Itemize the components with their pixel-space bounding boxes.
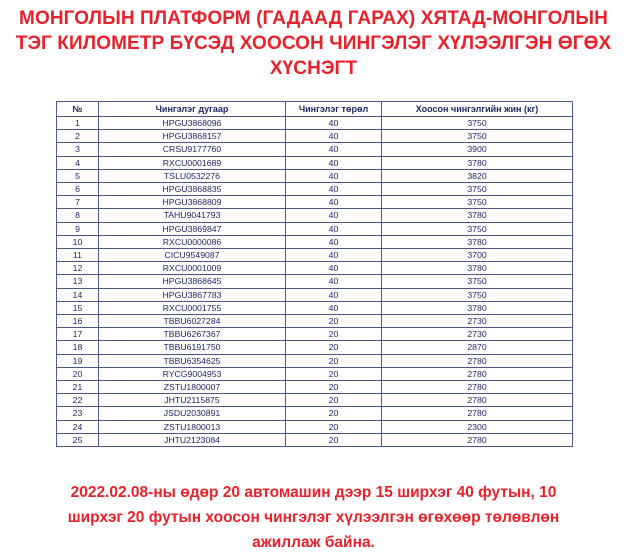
cell-container-id: RXCU0001009 xyxy=(99,262,286,275)
cell-container-id: JHTU2123084 xyxy=(99,433,286,446)
footer-line: 2022.02.08-ны өдөр 20 автомашин дээр 15 ширхэг 40 футын, 10 xyxy=(70,484,557,501)
cell-container-id: JSDU2030891 xyxy=(99,407,286,420)
cell-container-type: 40 xyxy=(286,156,382,169)
cell-container-type: 20 xyxy=(286,433,382,446)
table-header xyxy=(57,102,573,117)
table-row xyxy=(57,222,573,235)
table-row xyxy=(57,169,573,182)
cell-empty-weight: 3750 xyxy=(382,130,573,143)
table-row xyxy=(57,249,573,262)
cell-container-id: HPGU3868157 xyxy=(99,130,286,143)
cell-container-type: 40 xyxy=(286,196,382,209)
footer-line: ажиллаж байна. xyxy=(252,534,375,551)
cell-container-id: TBBU6191750 xyxy=(99,341,286,354)
cell-container-id: TBBU6267367 xyxy=(99,328,286,341)
cell-empty-weight: 3780 xyxy=(382,156,573,169)
table-row xyxy=(57,315,573,328)
cell-container-type: 20 xyxy=(286,394,382,407)
cell-container-type: 20 xyxy=(286,407,382,420)
cell-container-id: HPGU3867783 xyxy=(99,288,286,301)
table-row xyxy=(57,301,573,314)
cell-container-type: 40 xyxy=(286,117,382,130)
title-line: ХҮСНЭГТ xyxy=(269,58,358,79)
table-row xyxy=(57,143,573,156)
cell-container-type: 40 xyxy=(286,143,382,156)
footer-note xyxy=(0,480,627,555)
cell-container-id: RXCU0000086 xyxy=(99,235,286,248)
table-row xyxy=(57,341,573,354)
cell-number: 4 xyxy=(57,156,99,169)
cell-container-type: 20 xyxy=(286,315,382,328)
page-title xyxy=(0,6,627,81)
header-container-id: Чингэлэг дугаар xyxy=(99,102,286,117)
table-row xyxy=(57,433,573,446)
cell-empty-weight: 3750 xyxy=(382,275,573,288)
cell-empty-weight: 3750 xyxy=(382,288,573,301)
table-row xyxy=(57,407,573,420)
title-line: ТЭГ КИЛОМЕТР БҮСЭД ХООСОН ЧИНГЭЛЭГ ХҮЛЭЭЛГЭН ӨГӨХ xyxy=(15,33,612,54)
cell-number: 7 xyxy=(57,196,99,209)
cell-empty-weight: 2730 xyxy=(382,328,573,341)
cell-number: 23 xyxy=(57,407,99,420)
cell-empty-weight: 3780 xyxy=(382,262,573,275)
cell-number: 9 xyxy=(57,222,99,235)
cell-number: 8 xyxy=(57,209,99,222)
cell-container-id: TSLU0532276 xyxy=(99,169,286,182)
cell-empty-weight: 2300 xyxy=(382,420,573,433)
cell-empty-weight: 2780 xyxy=(382,407,573,420)
cell-number: 6 xyxy=(57,183,99,196)
table-row xyxy=(57,196,573,209)
table-row xyxy=(57,209,573,222)
table-row xyxy=(57,183,573,196)
cell-empty-weight: 3780 xyxy=(382,301,573,314)
table-row xyxy=(57,275,573,288)
table-row xyxy=(57,288,573,301)
cell-empty-weight: 3750 xyxy=(382,117,573,130)
cell-number: 1 xyxy=(57,117,99,130)
cell-container-type: 40 xyxy=(286,262,382,275)
cell-empty-weight: 2780 xyxy=(382,354,573,367)
cell-container-id: TBBU6354625 xyxy=(99,354,286,367)
cell-empty-weight: 2780 xyxy=(382,381,573,394)
table-row xyxy=(57,367,573,380)
cell-empty-weight: 3820 xyxy=(382,169,573,182)
cell-number: 22 xyxy=(57,394,99,407)
cell-number: 18 xyxy=(57,341,99,354)
cell-empty-weight: 3780 xyxy=(382,235,573,248)
table-row xyxy=(57,328,573,341)
cell-empty-weight: 2780 xyxy=(382,367,573,380)
cell-container-type: 40 xyxy=(286,222,382,235)
header-number: № xyxy=(57,102,99,117)
cell-empty-weight: 3750 xyxy=(382,222,573,235)
cell-container-id: RXCU0001755 xyxy=(99,301,286,314)
cell-container-type: 40 xyxy=(286,301,382,314)
table-body xyxy=(57,117,573,447)
cell-container-type: 40 xyxy=(286,275,382,288)
cell-empty-weight: 3700 xyxy=(382,249,573,262)
cell-empty-weight: 3750 xyxy=(382,183,573,196)
footer-line: ширхэг 20 футын хоосон чингэлэг хүлээлгэн өгөхөөр төлөвлөн xyxy=(67,509,560,526)
cell-number: 2 xyxy=(57,130,99,143)
cell-container-type: 20 xyxy=(286,354,382,367)
header-empty-weight: Хоосон чингэлгийн жин (кг) xyxy=(382,102,573,117)
cell-number: 10 xyxy=(57,235,99,248)
table-row xyxy=(57,156,573,169)
cell-container-id: RYCG9004953 xyxy=(99,367,286,380)
table-row xyxy=(57,117,573,130)
cell-number: 25 xyxy=(57,433,99,446)
cell-empty-weight: 3780 xyxy=(382,209,573,222)
cell-container-type: 40 xyxy=(286,209,382,222)
container-table xyxy=(56,101,573,447)
cell-container-type: 40 xyxy=(286,130,382,143)
cell-number: 12 xyxy=(57,262,99,275)
cell-container-id: CRSU9177760 xyxy=(99,143,286,156)
cell-number: 16 xyxy=(57,315,99,328)
cell-container-type: 20 xyxy=(286,381,382,394)
cell-container-id: HPGU3869847 xyxy=(99,222,286,235)
cell-number: 5 xyxy=(57,169,99,182)
table-row xyxy=(57,130,573,143)
table-row xyxy=(57,420,573,433)
table-row xyxy=(57,354,573,367)
cell-container-id: RXCU0001689 xyxy=(99,156,286,169)
cell-container-id: HPGU3868809 xyxy=(99,196,286,209)
cell-container-type: 40 xyxy=(286,249,382,262)
cell-empty-weight: 2730 xyxy=(382,315,573,328)
cell-number: 20 xyxy=(57,367,99,380)
cell-container-type: 40 xyxy=(286,235,382,248)
cell-container-id: HPGU3868645 xyxy=(99,275,286,288)
cell-number: 14 xyxy=(57,288,99,301)
cell-container-type: 20 xyxy=(286,328,382,341)
cell-number: 11 xyxy=(57,249,99,262)
table-row xyxy=(57,235,573,248)
cell-empty-weight: 2870 xyxy=(382,341,573,354)
cell-number: 21 xyxy=(57,381,99,394)
cell-empty-weight: 2780 xyxy=(382,433,573,446)
cell-empty-weight: 2780 xyxy=(382,394,573,407)
cell-container-id: JHTU2115875 xyxy=(99,394,286,407)
cell-number: 3 xyxy=(57,143,99,156)
title-line: МОНГОЛЫН ПЛАТФОРМ (ГАДААД ГАРАХ) ХЯТАД-МОНГОЛЫН xyxy=(19,8,608,29)
table-row xyxy=(57,381,573,394)
cell-number: 19 xyxy=(57,354,99,367)
cell-number: 15 xyxy=(57,301,99,314)
cell-container-id: ZSTU1800007 xyxy=(99,381,286,394)
cell-container-id: TAHU9041793 xyxy=(99,209,286,222)
cell-number: 13 xyxy=(57,275,99,288)
cell-container-id: HPGU3868835 xyxy=(99,183,286,196)
cell-container-type: 20 xyxy=(286,420,382,433)
cell-empty-weight: 3750 xyxy=(382,196,573,209)
cell-number: 24 xyxy=(57,420,99,433)
cell-container-id: TBBU6027284 xyxy=(99,315,286,328)
cell-container-type: 20 xyxy=(286,367,382,380)
cell-container-id: CICU9549087 xyxy=(99,249,286,262)
cell-number: 17 xyxy=(57,328,99,341)
cell-empty-weight: 3900 xyxy=(382,143,573,156)
table-row xyxy=(57,394,573,407)
cell-container-type: 40 xyxy=(286,288,382,301)
header-container-type: Чингэлэг төрөл xyxy=(286,102,382,117)
cell-container-type: 20 xyxy=(286,341,382,354)
table-row xyxy=(57,262,573,275)
cell-container-type: 40 xyxy=(286,169,382,182)
cell-container-type: 40 xyxy=(286,183,382,196)
cell-container-id: HPGU3868096 xyxy=(99,117,286,130)
cell-container-id: ZSTU1800013 xyxy=(99,420,286,433)
